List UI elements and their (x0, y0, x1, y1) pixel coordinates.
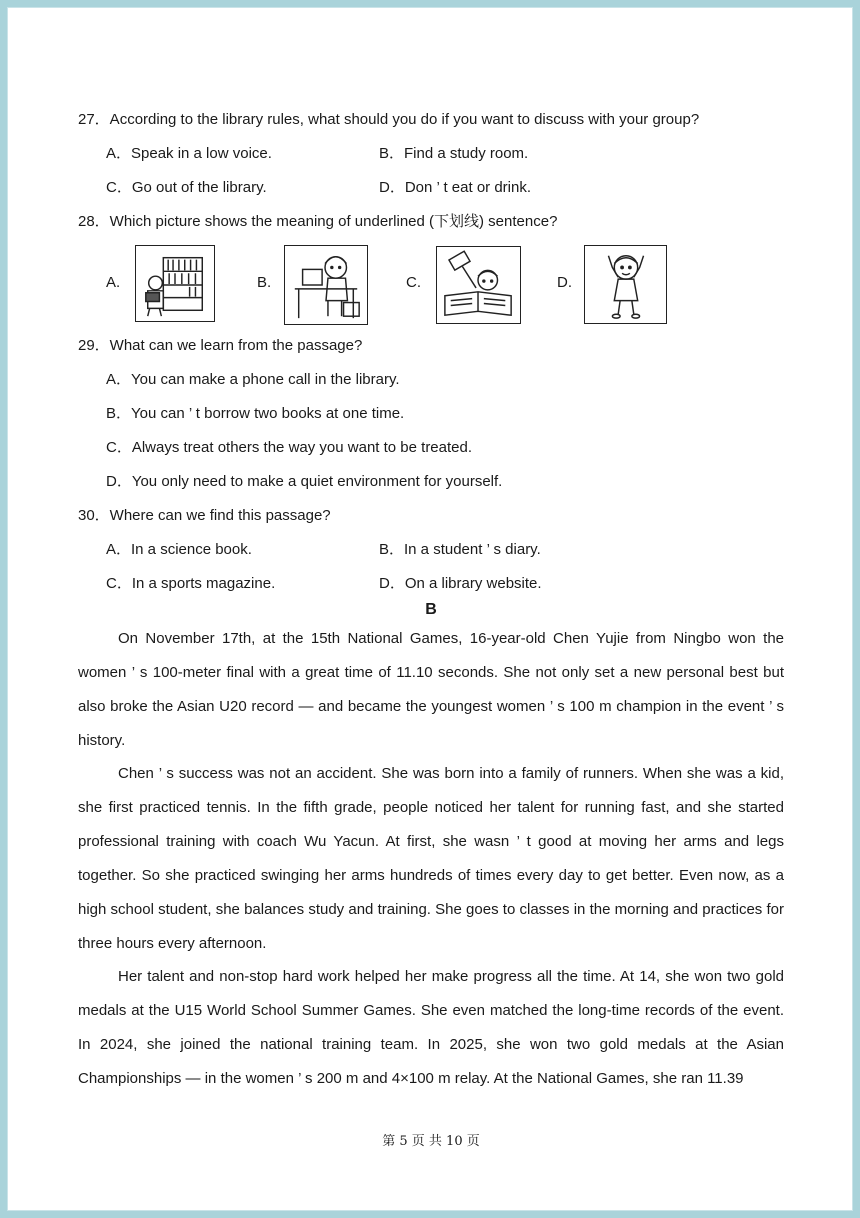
waving-girl-icon (584, 245, 667, 324)
q30-option-b: B．In a student ’ s diary. (379, 541, 541, 558)
q30-option-c: C．In a sports magazine. (106, 575, 276, 592)
q29-option-d: D．You only need to make a quiet environment for yourself. (106, 473, 503, 490)
q30-option-a: A．In a science book. (106, 541, 252, 558)
q29-option-c: C．Always treat others the way you want to be treated. (106, 439, 473, 456)
open-book-icon (436, 246, 521, 324)
q28-label-c: C. (406, 274, 421, 291)
q27-option-d: D．Don ’ t eat or drink. (379, 179, 531, 196)
exam-page (8, 8, 854, 1212)
page-frame (7, 7, 853, 1211)
q28-label-a: A. (106, 274, 121, 291)
page-footer: 第 5 页 共 10 页 (382, 1134, 480, 1149)
passage-paragraph-1: On November 17th, at the 15th National Games, 16-year-old Chen Yujie from Ningbo won the women ’ s 100-meter final with a great time of 11.10 seconds. She not only set a new personal best but also broke the Asian U20 record — and became the youngest women ’ s 100 m champion in the event ’ s history. (78, 630, 784, 749)
q27-option-a: A．Speak in a low voice. (106, 145, 272, 162)
q27-option-b: B．Find a study room. (379, 145, 529, 162)
q27-option-c: C．Go out of the library. (106, 179, 267, 196)
question-28-stem: 28．Which picture shows the meaning of underlined (下划线) sentence? (78, 213, 558, 230)
q28-label-b: B. (257, 274, 272, 291)
question-30-stem: 30．Where can we find this passage? (78, 507, 331, 524)
q29-option-a: A．You can make a phone call in the library. (106, 371, 400, 388)
passage-paragraph-3: Her talent and non-stop hard work helped her make progress all the time. At 14, she won two gold medals at the U15 World School Summer Games. She even matched the long-time records of the event. In 2024, she joined the national training team. In 2025, she won two gold medals at the Asian Championships — in the women ’ s 200 m and 4×100 m relay. At the National Games, she ran 11.39 (78, 968, 784, 1087)
question-29-stem: 29．What can we learn from the passage? (78, 337, 363, 354)
q30-option-d: D．On a library website. (379, 575, 542, 592)
q28-label-d: D. (557, 274, 572, 291)
section-b-heading: B (425, 601, 437, 618)
question-27-stem: 27．According to the library rules, what should you do if you want to discuss with your group? (78, 111, 700, 128)
passage-paragraph-2: Chen ’ s success was not an accident. She was born into a family of runners. When she was a kid, she first practiced tennis. In the fifth grade, people noticed her talent for running fast, and she started professional training with coach Wu Yacun. At first, she wasn ’ t good at moving her arms and legs together. So she practiced swinging her arms hundreds of times every day to get better. Even now, as a high school student, she balances study and training. She goes to classes in the morning and practices for three hours every afternoon. (78, 765, 784, 952)
q29-option-b: B．You can ’ t borrow two books at one time. (106, 405, 405, 422)
bookshelf-reading-icon (135, 245, 215, 322)
desk-computer-icon (284, 245, 368, 325)
